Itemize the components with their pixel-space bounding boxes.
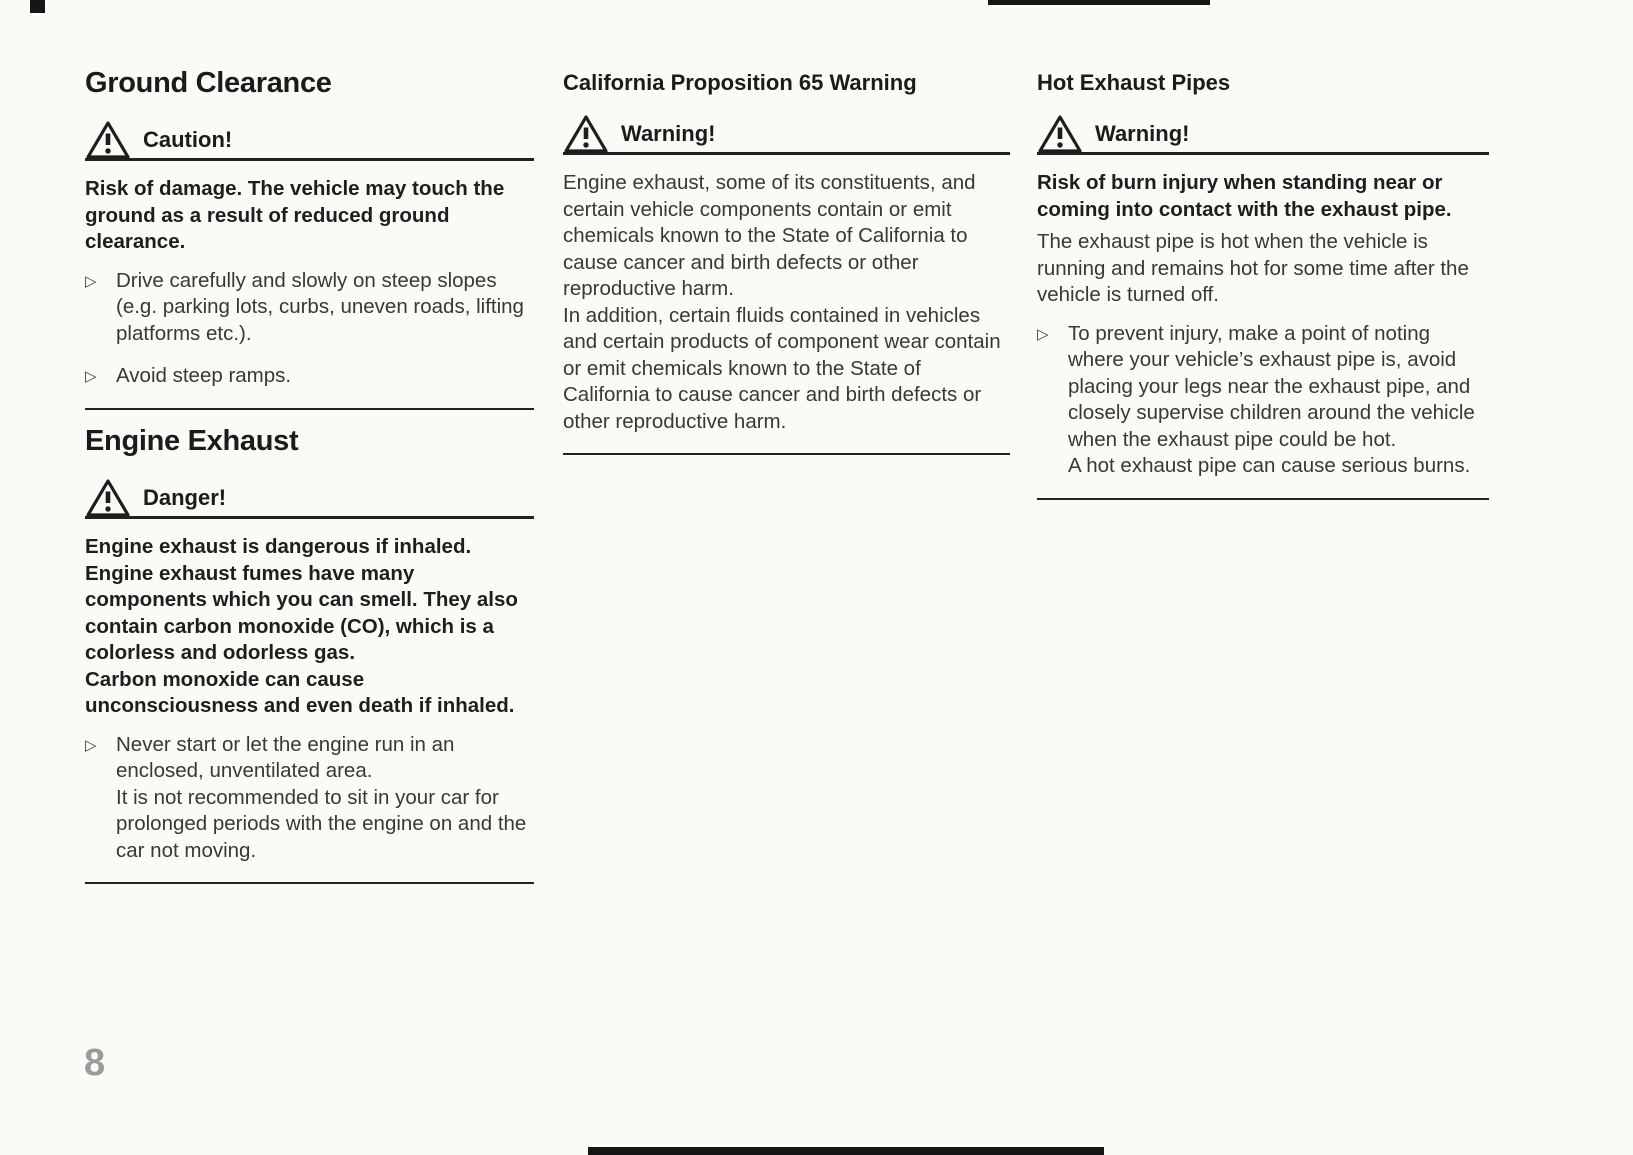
bullet-list [85,732,534,865]
bullet-text [116,268,534,348]
column-3 [1037,66,1489,514]
triangle-right-bullet-icon: ▷ [1037,325,1049,343]
page-number: 8 [84,1042,106,1084]
section-engine-exhaust [85,424,534,884]
warning-label: Danger! [143,485,227,510]
bullet-item [85,732,534,865]
paragraph-line: The exhaust pipe is hot when the vehicle is running and remains hot for some time after the vehicle is turned off. [1037,230,1469,306]
bullet-list [1037,321,1489,480]
bullet-line: A hot exhaust pipe can cause serious burns. [1068,454,1471,477]
section-heading: Engine Exhaust [85,425,299,457]
bullet-item [85,363,534,390]
section-divider [85,408,534,410]
column-2 [563,66,1010,469]
warning-header [85,478,534,519]
section-heading: Hot Exhaust Pipes [1037,70,1231,95]
column-1 [85,66,534,898]
paragraph-line: Engine exhaust, some of its constituents, and certain vehicle components contain or emit chemicals known to the State of California to cause cancer and birth defects or other reproductive harm. [563,171,976,300]
paragraph [85,534,534,720]
paragraph [1037,229,1489,309]
bullet-line: Drive carefully and slowly on steep slopes (e.g. parking lots, curbs, uneven roads, lifting platforms etc.). [116,268,524,345]
bullet-list [85,268,534,391]
section-ground-clearance [85,66,534,410]
bullet-text [116,363,534,390]
warning-triangle-icon [85,478,131,518]
warning-header [563,114,1010,155]
bullet-line: It is not recommended to sit in your car for prolonged periods with the engine on and the car not moving. [116,785,527,862]
scan-artifact-bottom [588,1147,1104,1155]
bullet-text [116,732,534,865]
warning-label: Caution! [143,127,233,152]
warning-label: Warning! [621,121,716,146]
section-hot-exhaust-pipes [1037,70,1489,500]
scan-artifact-top-left [30,0,45,13]
warning-triangle-icon [1037,114,1083,154]
section-heading: Ground Clearance [85,67,332,99]
paragraph-line: Risk of damage. The vehicle may touch the ground as a result of reduced ground clearance. [85,177,505,253]
warning-triangle-icon [85,120,131,160]
bullet-line: Never start or let the engine run in an enclosed, unventilated area. [116,732,455,782]
bullet-text [1068,321,1489,480]
warning-header [85,120,534,161]
triangle-right-bullet-icon: ▷ [85,368,97,385]
paragraph [563,170,1010,435]
paragraph-line: Risk of burn injury when standing near or coming into contact with the exhaust pipe. [1037,171,1452,221]
paragraph [1037,170,1489,223]
bullet-item [1037,321,1489,480]
paragraph-line: Engine exhaust is dangerous if inhaled. [85,535,472,558]
scan-artifact-top-right [988,0,1210,5]
section-divider [85,882,534,884]
bullet-line: Avoid steep ramps. [116,364,292,387]
bullet-item [85,268,534,348]
warning-triangle-icon [563,114,609,154]
section-divider [1037,498,1489,500]
section-california-proposition-65-warning [563,70,1010,455]
paragraph-line: In addition, certain fluids contained in vehicles and certain products of component wear contain or emit chemicals known to the State of California to cause cancer and birth defects or other reproductive harm. [563,303,1001,433]
section-heading: California Proposition 65 Warning [563,70,917,95]
bullet-line: To prevent injury, make a point of noting where your vehicle’s exhaust pipe is, avoid placing your legs near the exhaust pipe, and closely supervise children around the vehicle when the exhaust pipe could be hot. [1068,321,1475,451]
paragraph-line: Carbon monoxide can cause unconsciousness and even death if inhaled. [85,667,515,717]
triangle-right-bullet-icon: ▷ [85,736,97,754]
triangle-right-bullet-icon: ▷ [85,272,97,290]
section-divider [563,453,1010,455]
warning-header [1037,114,1489,155]
paragraph [85,176,534,256]
warning-label: Warning! [1095,121,1190,146]
paragraph-line: Engine exhaust fumes have many components which you can smell. They also contain carbon monoxide (CO), which is a colorless and odorless gas. [85,561,518,664]
